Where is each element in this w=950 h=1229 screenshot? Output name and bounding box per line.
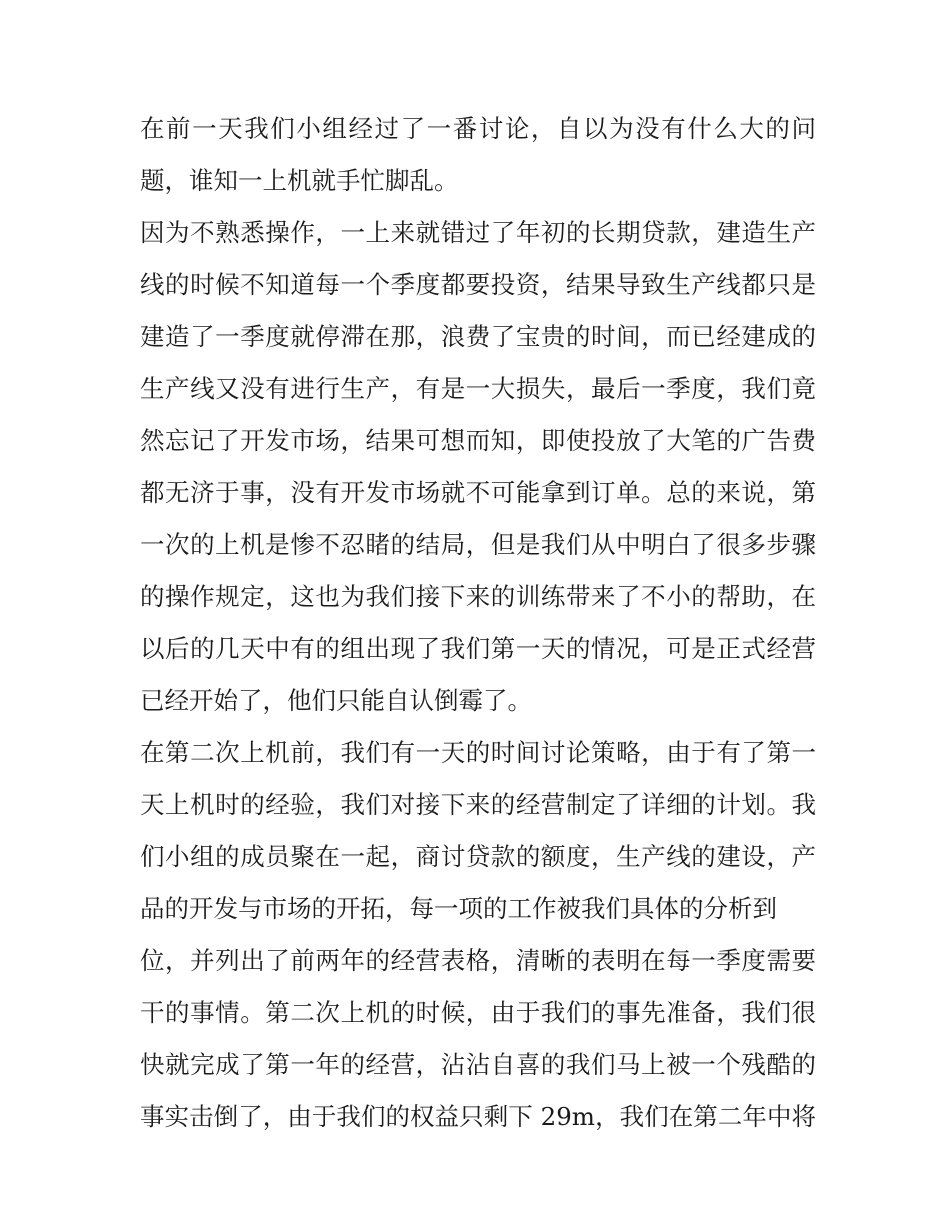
- paragraph-2-line-10: 已经开始了，他们只能自认倒霉了。: [140, 686, 532, 715]
- paragraph-3-line-6: 干的事情。第二次上机的时候，由于我们的事先准备，我们很: [140, 998, 816, 1027]
- paragraph-2-line-7: 一次的上机是惨不忍睹的结局，但是我们从中明白了很多步骤: [140, 530, 816, 559]
- paragraph-3-line-5: 位，并列出了前两年的经营表格，清晰的表明在每一季度需要: [140, 946, 816, 975]
- paragraph-3-line-7: 快就完成了第一年的经营，沾沾自喜的我们马上被一个残酷的: [140, 1050, 816, 1079]
- paragraph-2-line-1: 因为不熟悉操作，一上来就错过了年初的长期贷款，建造生产: [140, 218, 816, 247]
- paragraph-3-line-8: 事实击倒了，由于我们的权益只剩下 29m，我们在第二年中将: [140, 1102, 816, 1131]
- paragraph-2-line-8: 的操作规定，这也为我们接下来的训练带来了不小的帮助，在: [140, 582, 816, 611]
- paragraph-2-line-9: 以后的几天中有的组出现了我们第一天的情况，可是正式经营: [140, 634, 816, 663]
- body-text: [140, 103, 816, 1143]
- paragraph-2-line-2: 线的时候不知道每一个季度都要投资，结果导致生产线都只是: [140, 270, 816, 299]
- paragraph-3-line-4: 品的开发与市场的开拓，每一项的工作被我们具体的分析到: [140, 894, 777, 923]
- paragraph-2-line-5: 然忘记了开发市场，结果可想而知，即使投放了大笔的广告费: [140, 426, 816, 455]
- paragraph-3-line-3: 们小组的成员聚在一起，商讨贷款的额度，生产线的建设，产: [140, 842, 816, 871]
- paragraph-3-line-2: 天上机时的经验，我们对接下来的经营制定了详细的计划。我: [140, 790, 816, 819]
- paragraph-2-line-4: 生产线又没有进行生产，有是一大损失，最后一季度，我们竟: [140, 374, 816, 403]
- paragraph-2-line-6: 都无济于事，没有开发市场就不可能拿到订单。总的来说，第: [140, 478, 816, 507]
- paragraph-1-line-2: 题，谁知一上机就手忙脚乱。: [140, 166, 459, 195]
- paragraph-2-line-3: 建造了一季度就停滞在那，浪费了宝贵的时间，而已经建成的: [140, 322, 816, 351]
- paragraph-1-line-1: 在前一天我们小组经过了一番讨论，自以为没有什么大的问: [140, 114, 816, 143]
- paragraph-3-line-1: 在第二次上机前，我们有一天的时间讨论策略，由于有了第一: [140, 738, 816, 767]
